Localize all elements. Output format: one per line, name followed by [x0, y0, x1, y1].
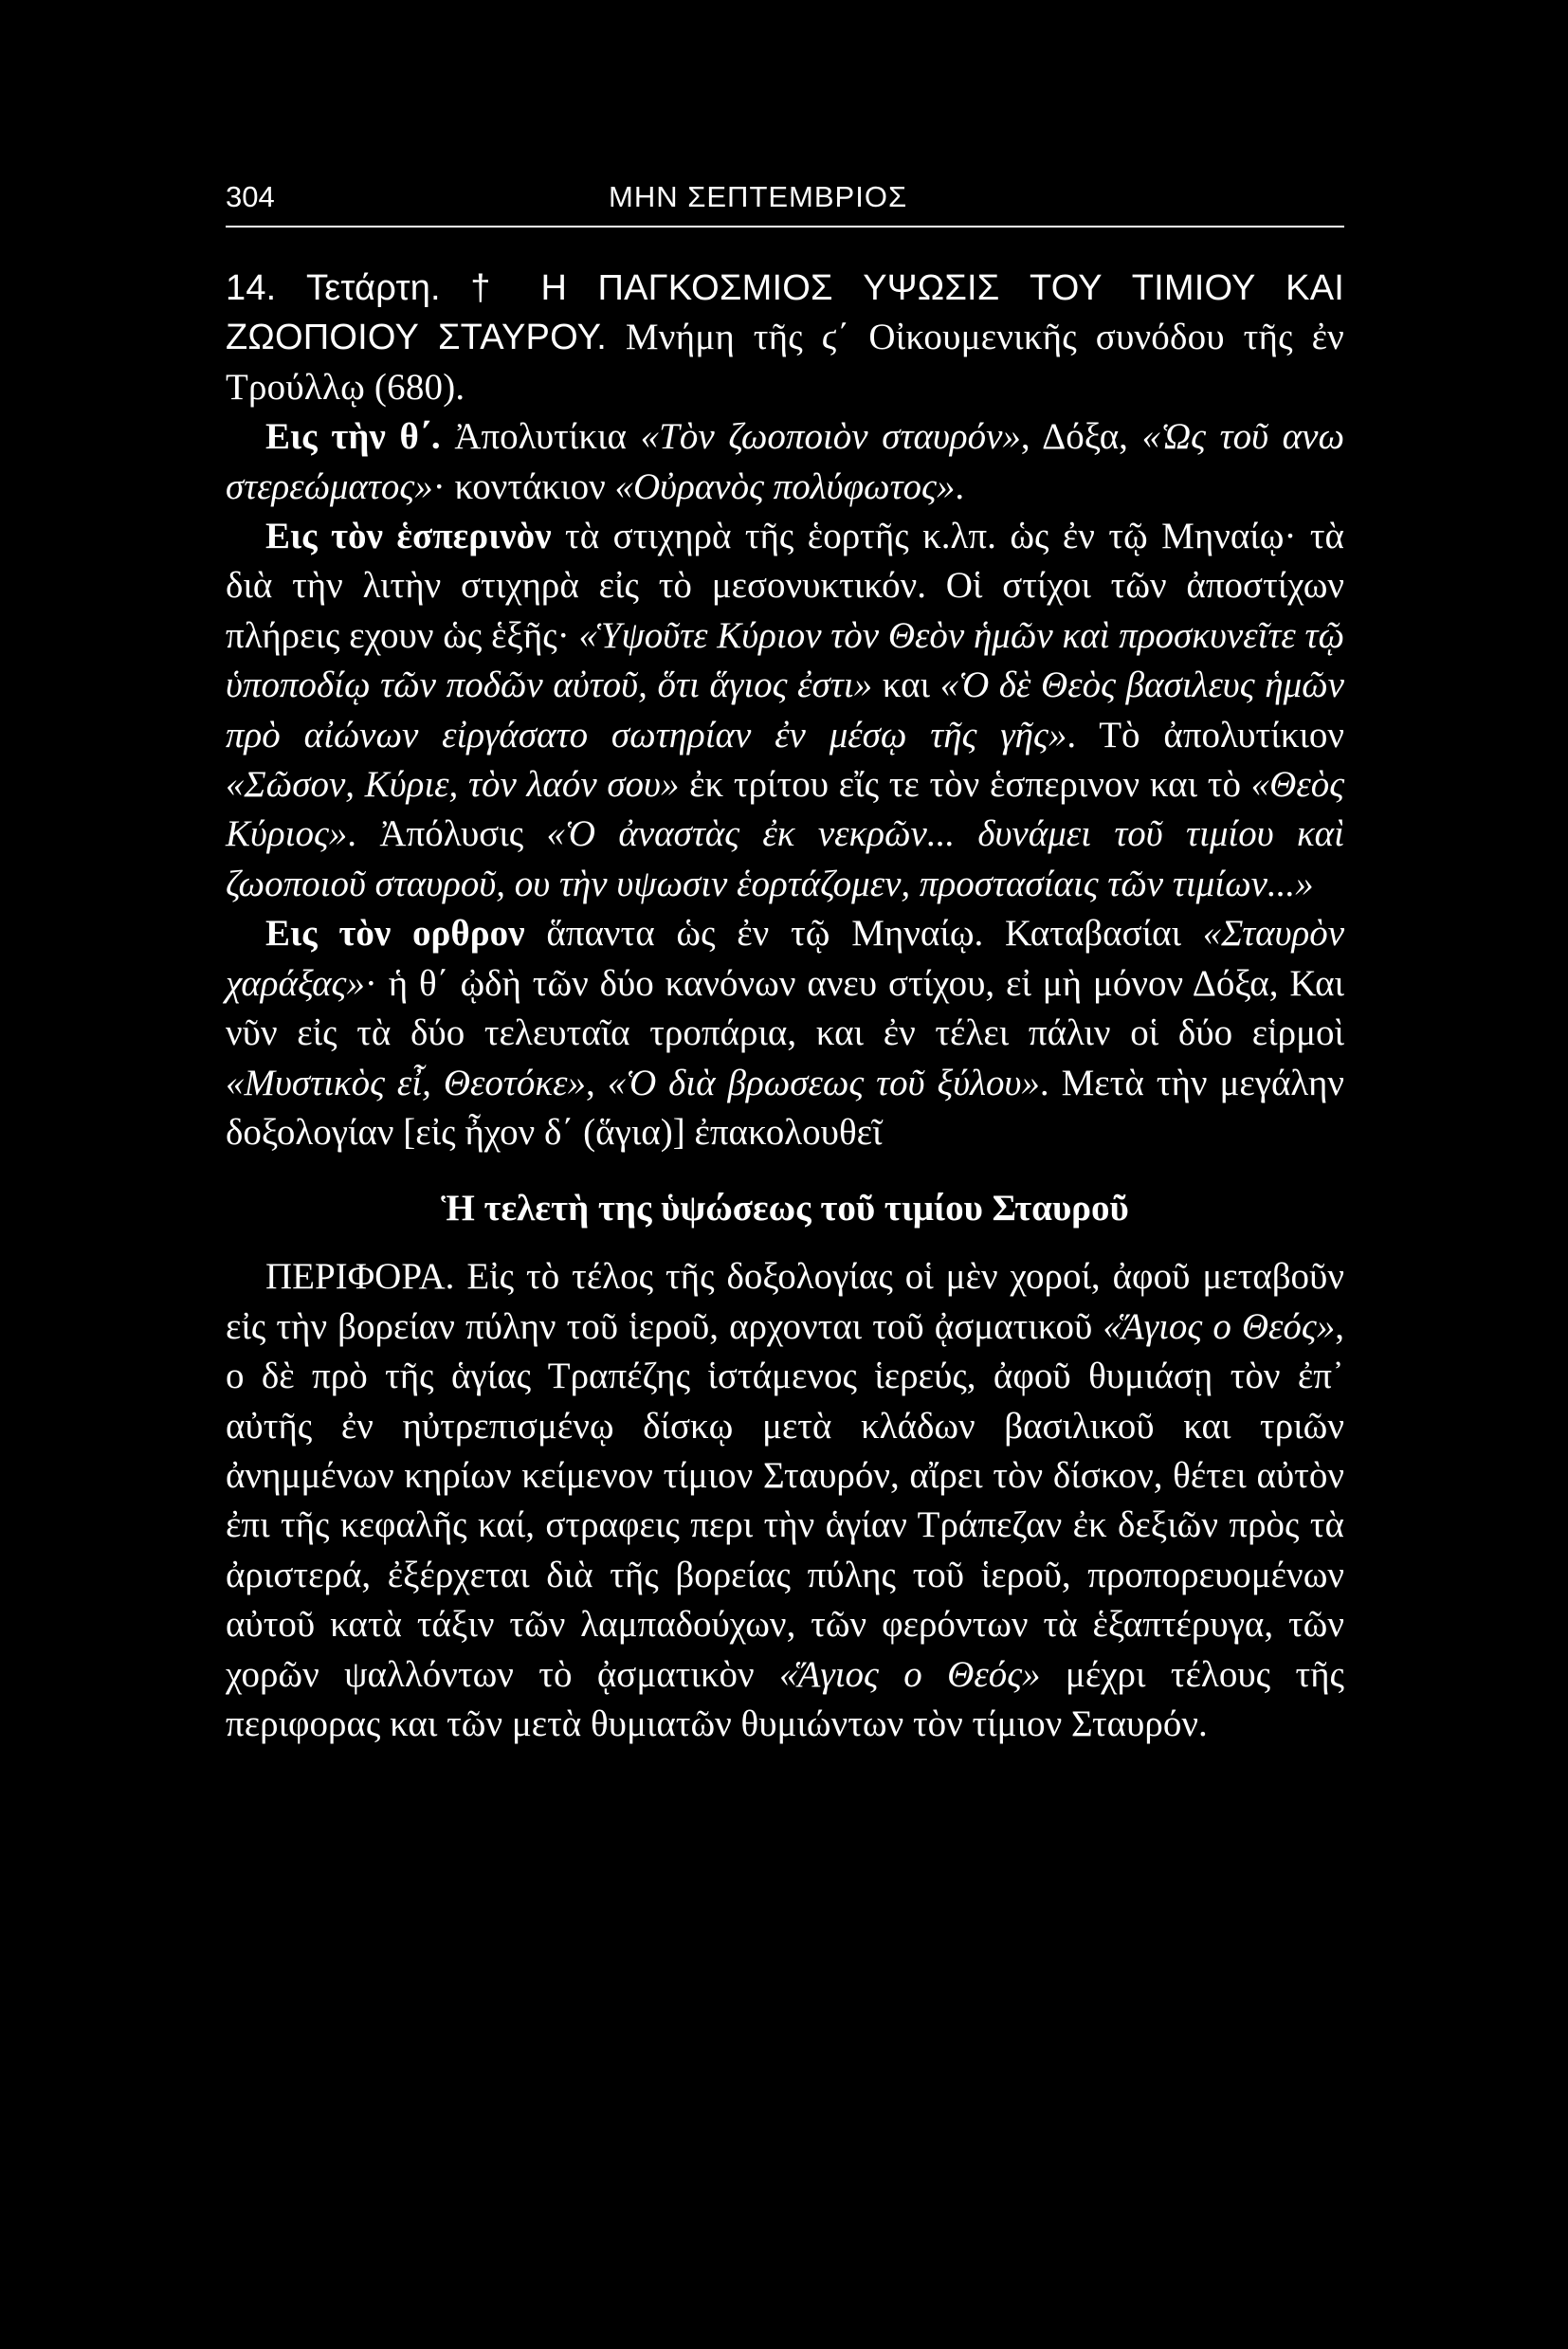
vespers-paragraph	[226, 512, 1344, 909]
vespers-text-5: . Ἀπόλυσις	[347, 813, 547, 855]
vespers-text-4: ἐκ τρίτου εἴς τε τὸν ἑσπερινον και τὸ	[679, 764, 1251, 806]
orthros-text-4: . Μετὰ τὴν μεγάλην δοξολογίαν [εἰς ἦχον δ΄ (ἅγια)] ἐπακολουθεῖ	[226, 1062, 1344, 1153]
rite-quote-2: «Ἅγιος ο Θεός»	[779, 1653, 1041, 1695]
vespers-text-2: και	[872, 665, 940, 706]
ninth-hour-quote-1: «Τὸν ζωοποιὸν σταυρόν»	[640, 416, 1021, 458]
entry-number: 14. Τετάρτη.	[226, 268, 441, 308]
orthros-quote-3: «Ὁ διὰ βρωσεως τοῦ ξύλου»	[607, 1062, 1040, 1103]
ninth-hour-text-4: .	[955, 465, 965, 507]
vespers-quote-2: «Ὁ δὲ Θεὸς βασιλευς ἡμῶν πρὸ αἰώνων εἰργάσατο σωτηρίαν ἐν μέσῳ τῆς γῆς»	[226, 665, 1344, 756]
feast-title-line1: Η ΠΑΓΚΟΣΜΙΟΣ ΥΨΩΣΙΣ ΤΟΥ ΤΙΜΙΟΥ ΚΑΙ	[540, 268, 1344, 308]
orthros-label: Εις τὸν ορθρον	[265, 913, 525, 955]
ninth-hour-text-2: , Δόξα,	[1020, 416, 1142, 458]
ninth-hour-quote-3: «Οὐρανὸς πολύφωτος»	[614, 465, 956, 507]
ninth-hour-label: Εις τὴν θ΄.	[265, 416, 441, 458]
orthros-quote-2: «Μυστικὸς εἶ, Θεοτόκε»	[226, 1062, 586, 1103]
book-page	[226, 171, 1344, 1749]
ninth-hour-text-1: Ἀπολυτίκια	[454, 416, 641, 458]
ninth-hour-quote-2: «Ὡς τοῦ ανω στερεώματος»	[226, 416, 1344, 507]
vespers-text-3: . Τὸ ἀπολυτίκιον	[1067, 714, 1344, 756]
cross-symbol: †	[470, 268, 512, 308]
rite-text-2: , ο δὲ πρὸ τῆς ἁγίας Τραπέζης ἱστάμενος ἱερεύς, ἀφοῦ θυμιάσῃ τὸν ἐπ᾿ αὐτῆς ἐν ηὐτρεπισμένῳ δίσκῳ μετὰ κλάδων βασιλικοῦ και τριῶν ἀνημμένων κηρίων κείμενον τίμιον Σταυρόν, αἴρει τὸν δίσκον, θέτει αὐτὸν ἐπι τῆς κεφαλῆς καί, στραφεις περι τὴν ἁγίαν Τράπεζαν ἐκ δεξιῶν πρὸς τὰ ἀριστερά, ἐξέρχεται διὰ τῆς βορείας πύλης τοῦ ἱεροῦ, προπορευομένων αὐτοῦ κατὰ τάξιν τῶν λαμπαδούχων, τῶν φερόντων τὰ ἑξαπτέρυγα, τῶν χορῶν ψαλλόντων τὸ ᾀσματικὸν	[226, 1305, 1344, 1695]
feast-title-line2: ΖΩΟΠΟΙΟΥ ΣΤΑΥΡΟΥ.	[226, 318, 608, 358]
vespers-text-1: τὰ στιχηρὰ τῆς ἑορτῆς κ.λπ. ὡς ἐν τῷ Μηναίῳ· τὰ διὰ τὴν λιτὴν στιχηρὰ εἰς τὸ μεσονυκτικόν. Οἱ στίχοι τῶν ἀποστίχων πλήρεις εχουν ὡς ἑξῆς·	[226, 516, 1344, 656]
running-head	[226, 171, 1344, 228]
body-text	[226, 264, 1344, 1749]
vespers-quote-4: «Θεὸς Κύριος»	[226, 764, 1345, 855]
ninth-hour-paragraph	[226, 412, 1344, 512]
rite-text-3: μέχρι τέλους τῆς περιφορας και τῶν μετὰ θυμιατῶν θυμιώντων τὸν τίμιον Σταυρόν.	[226, 1653, 1344, 1744]
running-title: ΜΗΝ ΣΕΠΤΕΜΒΡΙΟΣ	[609, 180, 908, 213]
vespers-quote-1: «Ὑψοῦτε Κύριον τὸν Θεὸν ἡμῶν καὶ προσκυνεῖτε τῷ ὑποποδίῳ τῶν ποδῶν αὐτοῦ, ὅτι ἅγιος ἐστι»	[226, 614, 1345, 706]
commemoration: Μνήμη τῆς ϛ΄ Οἰκουμενικῆς συνόδου τῆς ἐν Τρούλλῳ (680).	[226, 317, 1344, 408]
feast-entry	[226, 264, 1344, 412]
orthros-text-3: ,	[585, 1062, 608, 1103]
ninth-hour-text-3: · κοντάκιον	[432, 465, 615, 507]
orthros-text-2: · ἡ θ΄ ᾠδὴ τῶν δύο κανόνων ανευ στίχου, εἰ μὴ μόνον Δόξα, Και νῦν εἰς τὰ δύο τελευταῖα τροπάρια, και ἐν τέλει πάλιν οἱ δύο εἱρμοὶ	[226, 962, 1344, 1054]
rite-paragraph	[226, 1252, 1344, 1749]
vespers-label: Εις τὸν ἑσπερινὸν	[265, 516, 552, 557]
orthros-quote-1: «Σταυρὸν χαράξας»	[226, 913, 1344, 1004]
page-number: 304	[226, 180, 275, 213]
orthros-text-1: ἅπαντα ὡς ἐν τῷ Μηναίῳ. Καταβασίαι	[524, 913, 1203, 955]
orthros-paragraph	[226, 909, 1344, 1157]
rite-quote-1: «Ἅγιος ο Θεός»	[1103, 1305, 1336, 1347]
vespers-quote-5: «Ὁ ἀναστὰς ἐκ νεκρῶν... δυνάμει τοῦ τιμίου καὶ ζωοποιοῦ σταυροῦ, ου τὴν υψωσιν ἑορτάζομεν, προστασίαις τῶν τιμίων...»	[226, 813, 1344, 904]
section-heading: Ἡ τελετὴ της ὑψώσεως τοῦ τιμίου Σταυροῦ	[441, 1188, 1129, 1229]
rite-text-1: ΠΕΡΙΦΟΡΑ. Εἰς τὸ τέλος τῆς δοξολογίας οἱ μὲν χοροί, ἀφοῦ μεταβοῦν εἰς τὴν βορείαν πύλην τοῦ ἱεροῦ, αρχονται τοῦ ᾀσματικοῦ	[226, 1256, 1344, 1347]
vespers-quote-3: «Σῶσον, Κύριε, τὸν λαόν σου»	[226, 764, 680, 806]
